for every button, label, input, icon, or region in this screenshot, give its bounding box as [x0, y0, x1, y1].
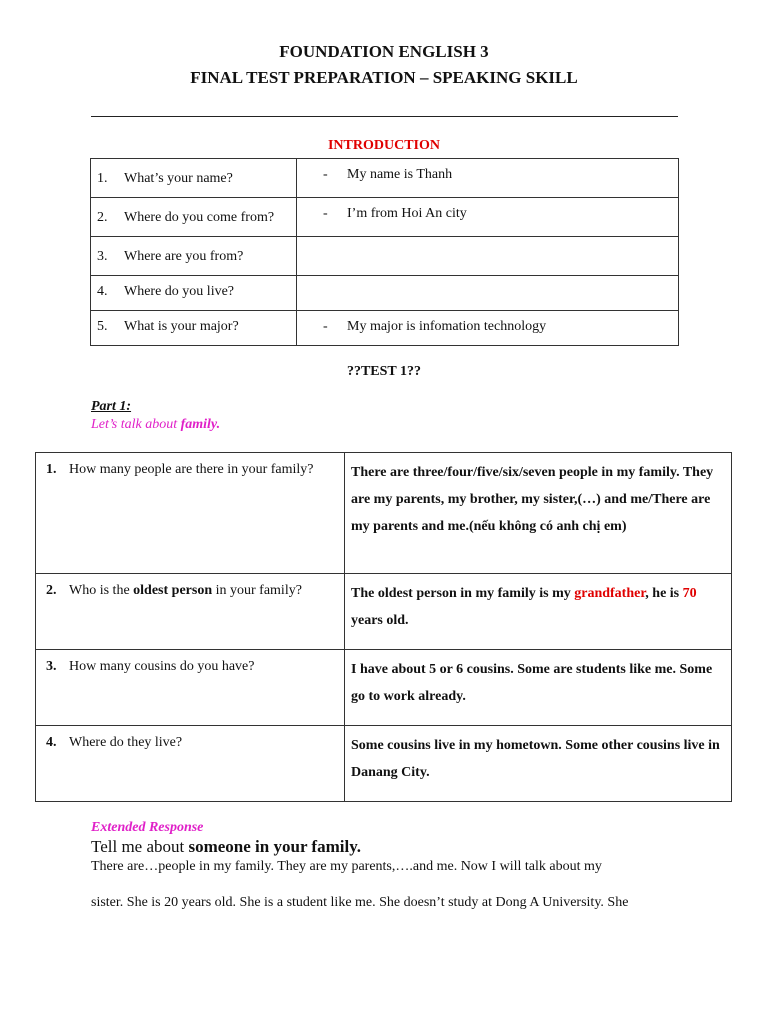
row-number: 3.	[46, 659, 57, 674]
row-number: 2.	[97, 210, 108, 225]
bullet-dash: -	[323, 167, 328, 182]
answer-text	[345, 650, 731, 710]
question-text: Where do you live?	[124, 284, 235, 299]
question-text: What’s your name?	[124, 171, 233, 186]
table-row	[36, 453, 732, 574]
question-text	[69, 734, 182, 752]
bullet-dash: -	[323, 319, 328, 334]
table-row	[91, 311, 679, 346]
part-label: Part 1:	[91, 399, 132, 414]
paragraph-line: There are…people in my family. They are my parents,….and me. Now I will talk about my	[91, 859, 602, 874]
topic-word: family.	[180, 417, 221, 432]
answer-text	[345, 574, 731, 634]
question-text: Where are you from?	[124, 249, 244, 264]
answer-text: I’m from Hoi An city	[347, 206, 467, 221]
answer-highlight: grandfather	[574, 586, 646, 601]
answer-part: I have about 5 or 6 cousins. Some are students like me. Some go to work already.	[351, 662, 713, 704]
horizontal-divider	[91, 116, 678, 117]
table-row	[36, 574, 732, 650]
row-number: 2.	[46, 583, 57, 598]
table-row	[91, 159, 679, 198]
document-subtitle: FINAL TEST PREPARATION – SPEAKING SKILL	[190, 68, 578, 87]
row-number: 1.	[46, 462, 57, 477]
table-row	[91, 276, 679, 311]
answer-text	[345, 453, 731, 540]
question-text	[69, 582, 302, 600]
question-part: How many cousins do you have?	[69, 659, 255, 674]
question-text: What is your major?	[124, 319, 239, 334]
extended-response-label: Extended Response	[91, 820, 204, 835]
introduction-table	[90, 158, 679, 346]
answer-highlight: 70	[682, 586, 697, 601]
paragraph-line: sister. She is 20 years old. She is a student like me. She doesn’t study at Dong A University. She	[91, 895, 629, 910]
table-row	[91, 198, 679, 237]
topic-prefix: Let’s talk about	[91, 417, 181, 432]
test-heading: ??TEST 1??	[346, 364, 422, 379]
answer-part: , he is	[645, 586, 683, 601]
row-number: 5.	[97, 319, 108, 334]
prompt-emphasis: someone in your family.	[188, 837, 362, 856]
document-title: FOUNDATION ENGLISH 3	[279, 42, 489, 61]
answer-part: The oldest person in my family is my	[351, 586, 575, 601]
question-text: Where do you come from?	[124, 210, 275, 225]
row-number: 4.	[46, 735, 57, 750]
question-part: How many people are there in your family?	[69, 462, 314, 477]
question-text	[69, 658, 254, 676]
table-row	[91, 237, 679, 276]
extended-prompt	[91, 837, 361, 857]
introduction-heading: INTRODUCTION	[327, 138, 440, 153]
answer-text: My major is infomation technology	[347, 319, 547, 334]
answer-part: There are three/four/five/six/seven people in my family. They are my parents, my brother, my sister,(…) and me/There are my parents and me.(nếu không có anh chị em)	[351, 465, 714, 534]
question-emphasis: oldest person	[133, 583, 213, 598]
answer-part: Some cousins live in my hometown. Some other cousins live in Danang City.	[351, 738, 720, 780]
prompt-prefix: Tell me about	[91, 837, 189, 856]
topic-line	[91, 417, 220, 433]
row-number: 1.	[97, 171, 108, 186]
bullet-dash: -	[323, 206, 328, 221]
answer-text	[345, 726, 731, 786]
answer-part: years old.	[351, 613, 409, 628]
table-row	[36, 650, 732, 726]
table-row	[36, 726, 732, 802]
question-text	[69, 461, 314, 479]
answer-text: My name is Thanh	[347, 167, 453, 182]
question-part: Who is the	[69, 583, 134, 598]
row-number: 3.	[97, 249, 108, 264]
family-table	[35, 452, 732, 802]
question-part: in your family?	[212, 583, 302, 598]
row-number: 4.	[97, 284, 108, 299]
question-part: Where do they live?	[69, 735, 183, 750]
